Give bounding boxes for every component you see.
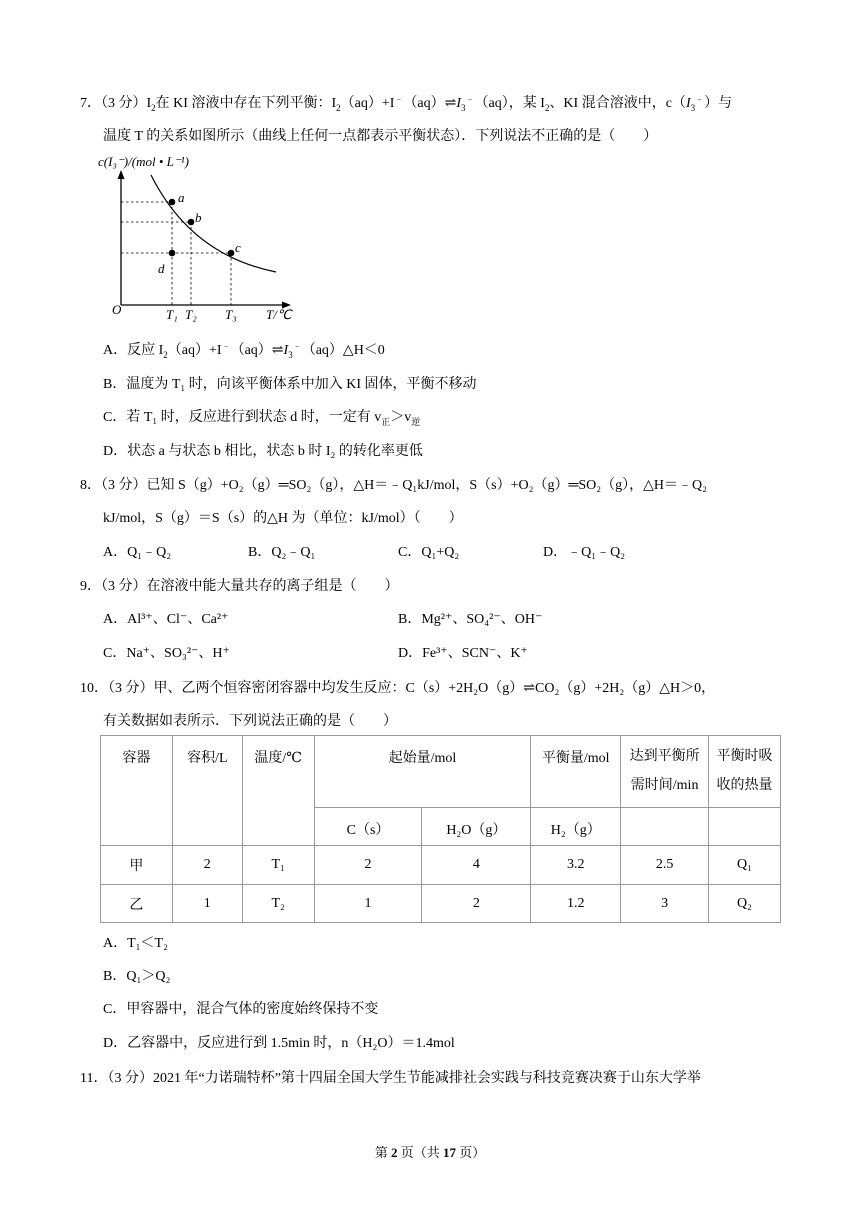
- point-b: [188, 219, 195, 226]
- table-cell: 1: [314, 885, 422, 923]
- q7-option-d[interactable]: D．状态 a 与状态 b 相比，状态 b 时 I₂ 的转化率更低: [103, 444, 423, 459]
- table-cell: 3.2: [531, 846, 621, 885]
- q7-stem-line1: 7．（3 分）$I_2$在 KI 溶液中存在下列平衡：$I_2(aq)+I^﹣(aq)\rightleftharpoons I_3^﹣(aq)$，某 $I_2$、KI 混合溶液中，$c(I_3^﹣)$与: [80, 93, 733, 113]
- th-blank: [709, 808, 781, 846]
- th-sub-c: C（s）: [314, 808, 422, 846]
- q10-option-b[interactable]: B．Q₁＞Q₂: [103, 969, 171, 984]
- label-origin: O: [112, 302, 122, 317]
- table-row: [101, 885, 781, 923]
- table-cell: 2.5: [621, 846, 709, 885]
- th-sub-h2o: H₂O（g）: [422, 808, 531, 846]
- th-sub-h2: H₂（g）: [531, 808, 621, 846]
- q7-option-a[interactable]: A．反应 $I_2(aq)+I^﹣(aq)\rightleftharpoons I_3^﹣(aq)\triangle H<0$: [103, 340, 385, 360]
- graph-ylabel: c(I₃⁻)/(mol • L⁻¹): [98, 154, 189, 169]
- table-cell: 1.2: [531, 885, 621, 923]
- q9-option-a[interactable]: A．Al³⁺、Cl⁻、Ca²⁺: [103, 612, 229, 627]
- q7-stem-line2: 温度 T 的关系如图所示（曲线上任何一点都表示平衡状态）．下列说法不正确的是（ ）: [103, 129, 658, 144]
- table-cell: 2: [422, 885, 531, 923]
- point-a: [169, 199, 176, 206]
- th-container: 容器: [101, 736, 173, 846]
- q10-option-c[interactable]: C．甲容器中，混合气体的密度始终保持不变: [103, 1002, 379, 1017]
- current-page-number: 2: [390, 1145, 398, 1160]
- q10-data-table: [100, 735, 781, 923]
- q7-option-c[interactable]: C．若 T₁ 时，反应进行到状态 d 时，一定有 $v_正>v_逆$: [103, 410, 421, 427]
- page-footer: 第 2 页（共 17 页）: [374, 1145, 486, 1160]
- label-b: b: [195, 210, 202, 225]
- total-page-number: 17: [443, 1145, 456, 1160]
- th-volume: 容积/L: [172, 736, 242, 846]
- table-cell: 乙: [101, 885, 173, 923]
- table-cell: 甲: [101, 846, 173, 885]
- table-cell: Q₁: [709, 846, 781, 885]
- th-equilibrium-amount: 平衡量/mol: [531, 736, 621, 808]
- table-cell: T₁: [242, 846, 314, 885]
- table-cell: 3: [621, 885, 709, 923]
- th-heat: 平衡时吸 收的热量: [709, 736, 781, 808]
- label-c: c: [235, 240, 241, 255]
- table-cell: 2: [172, 846, 242, 885]
- th-initial-amount: 起始量/mol: [314, 736, 531, 808]
- table-cell: 2: [314, 846, 422, 885]
- tick-t1: T₁: [166, 307, 178, 322]
- table-cell: Q₂: [709, 885, 781, 923]
- graph-xlabel: T/℃: [266, 307, 292, 322]
- q9-option-d[interactable]: D．Fe³⁺、SCN⁻、K⁺: [398, 646, 528, 661]
- label-d: d: [158, 261, 165, 276]
- q9-stem: 9．（3 分）在溶液中能大量共存的离子组是（ ）: [80, 579, 399, 594]
- tick-t3: T₃: [225, 307, 237, 322]
- q10-option-d[interactable]: D．乙容器中，反应进行到 1.5min 时，n（H₂O）＝1.4mol: [103, 1036, 455, 1051]
- q8-option-a[interactable]: A．Q₁﹣Q₂: [103, 545, 172, 560]
- th-temperature: 温度/℃: [242, 736, 314, 846]
- q10-stem-line2: 有关数据如表所示．下列说法正确的是（ ）: [103, 714, 397, 729]
- q8-stem-line2: kJ/mol，S（g）＝S（s）的△H 为（单位：kJ/mol）（ ）: [103, 511, 463, 526]
- q8-stem-line1: 8．（3 分）已知 S（g）+O₂（g）═SO₂（g），△H＝﹣Q₁kJ/mol，S（s）+O₂（g）═SO₂（g），△H＝﹣Q₂: [80, 478, 708, 493]
- q10-stem-line1: 10．（3 分）甲、乙两个恒容密闭容器中均发生反应：C（s）+2H₂O（g）⇌CO₂（g）+2H₂（g）△H＞0，: [80, 681, 716, 696]
- th-blank: [621, 808, 709, 846]
- point-d: [169, 250, 176, 257]
- label-a: a: [178, 190, 185, 205]
- q7-option-b[interactable]: B．温度为 T₁ 时，向该平衡体系中加入 KI 固体，平衡不移动: [103, 377, 477, 392]
- q10-option-a[interactable]: A．T₁＜T₂: [103, 936, 168, 951]
- table-cell: 4: [422, 846, 531, 885]
- q11-stem-line1: 11．（3 分）2021 年“力诺瑞特杯”第十四届全国大学生节能减排社会实践与科技竞赛决赛于山东大学举: [80, 1071, 701, 1086]
- tick-t2: T₂: [185, 307, 197, 322]
- table-cell: 1: [172, 885, 242, 923]
- q9-option-c[interactable]: C．Na⁺、SO₃²⁻、H⁺: [103, 646, 230, 661]
- table-row: [101, 846, 781, 885]
- th-time: 达到平衡所 需时间/min: [621, 736, 709, 808]
- q8-option-b[interactable]: B．Q₂﹣Q₁: [248, 545, 316, 560]
- q9-option-b[interactable]: B．Mg²⁺、SO₄²⁻、OH⁻: [398, 612, 543, 627]
- q8-option-c[interactable]: C．Q₁+Q₂: [398, 545, 460, 560]
- q7-graph: [96, 150, 316, 325]
- point-c: [228, 250, 235, 257]
- table-cell: T₂: [242, 885, 314, 923]
- q8-option-d[interactable]: D．﹣Q₁﹣Q₂: [543, 545, 626, 560]
